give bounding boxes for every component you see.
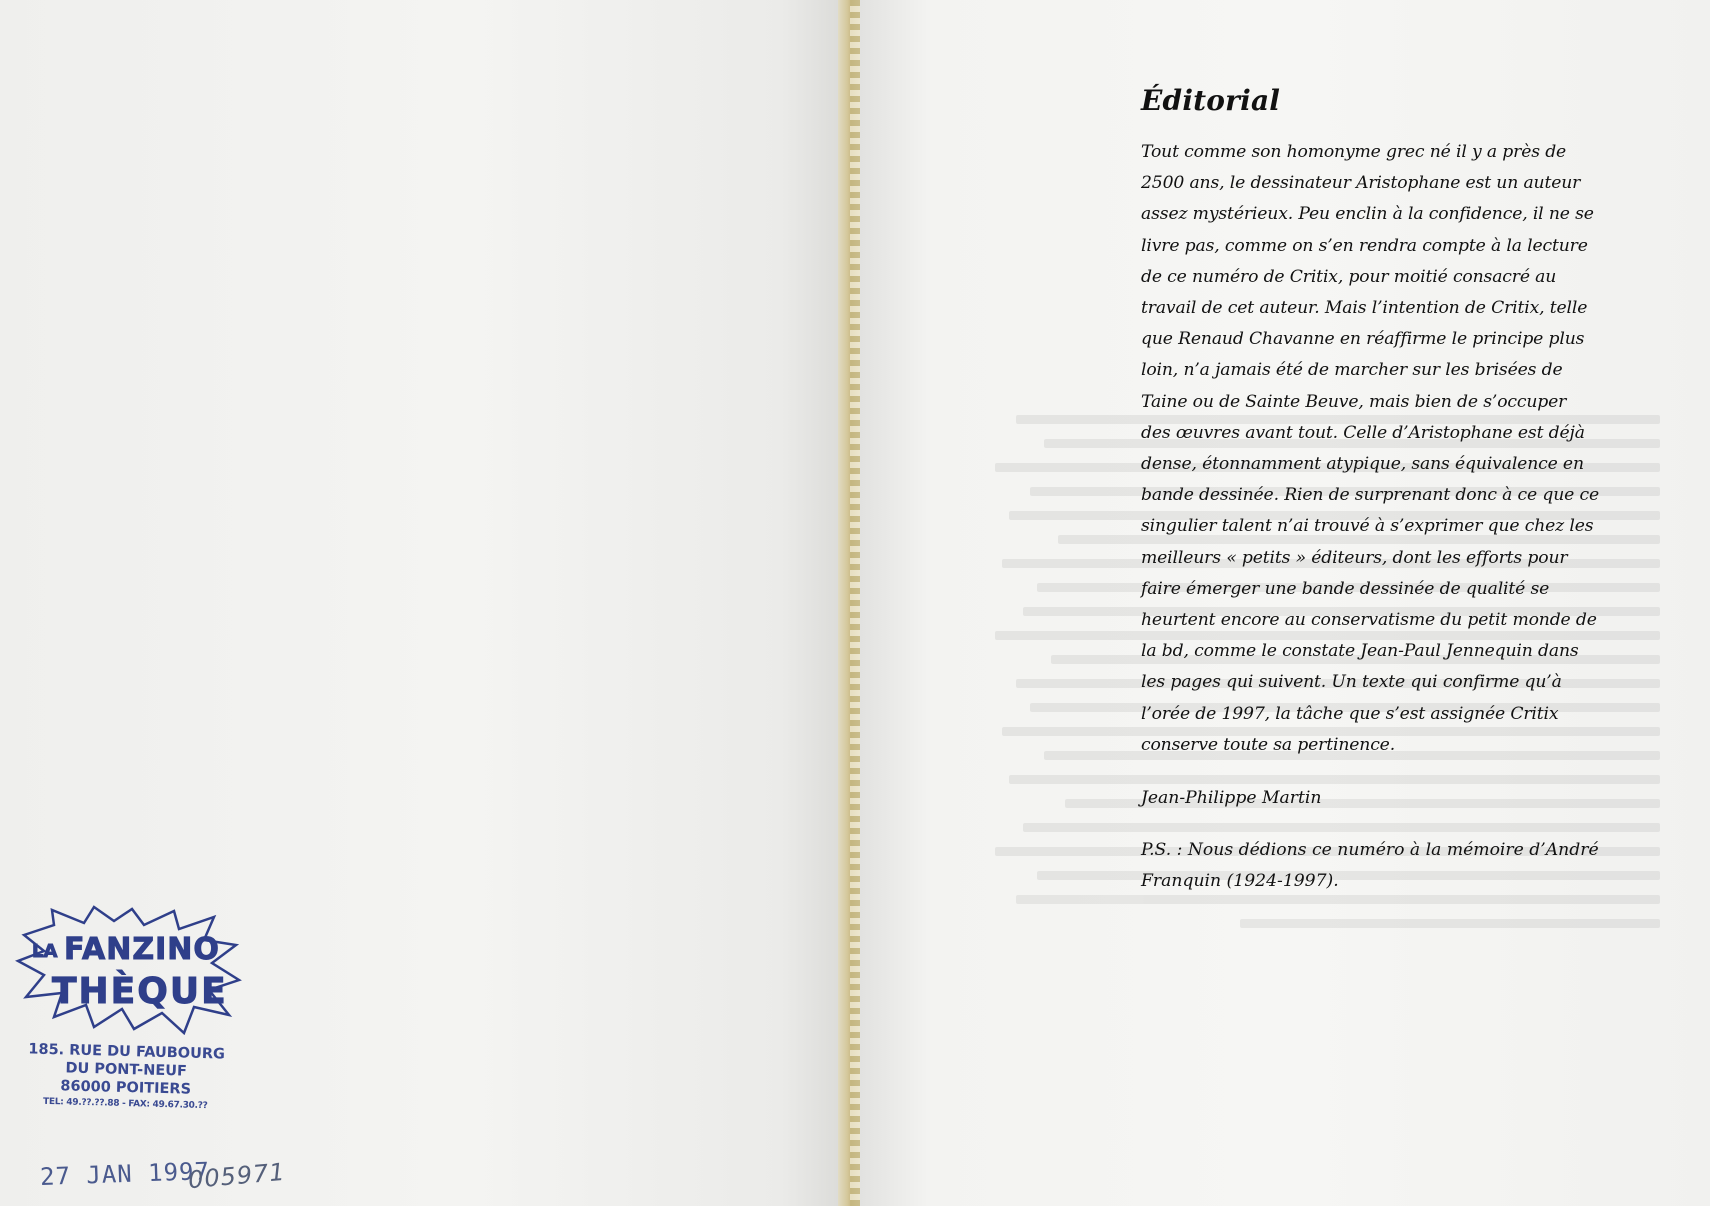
svg-text:FANZINO: FANZINO <box>64 932 220 967</box>
date-stamp: 27 JAN 1997 <box>39 1157 211 1191</box>
inventory-number: 005971 <box>186 1157 287 1195</box>
stamp-address <box>5 1040 247 1114</box>
svg-text:THÈQUE: THÈQUE <box>52 971 228 1012</box>
fanzinotheque-logo <box>14 905 244 1035</box>
stamp-address-line1: 185. RUE DU FAUBOURG <box>28 1041 226 1063</box>
editorial-title: Éditorial <box>1141 84 1281 117</box>
stamp-address-line3: 86000 POITIERS <box>60 1078 192 1098</box>
library-stamp <box>6 905 246 1115</box>
editorial-postscript: P.S. : Nous dédions ce numéro à la mémoire d’André Franquin (1924-1997). <box>1141 840 1599 892</box>
editorial-body: Tout comme son homonyme grec né il y a près de 2500 ans, le dessinateur Aristophane est un auteur assez mystérieux. Peu enclin à la confidence, il ne se livre pas, comme on s’en rendra compte à la lecture de ce numéro de Critix, pour moitié consacré au travail de cet auteur. Mais l’intention de Critix, telle que Renaud Chavanne en réaffirme le principe plus loin, n’a jamais été de marcher sur les brisées de Taine ou de Sainte Beuve, mais bien de s’occuper des œuvres avant tout. Celle d’Aristophane est déjà dense, étonnamment atypique, sans équivalence en bande dessinée. Rien de surprenant donc à ce que ce singulier talent n’ai trouvé à s’exprimer que chez les meilleurs « petits » éditeurs, dont les efforts pour faire émerger une bande dessinée de qualité se heurtent encore au conservatisme du petit monde de la bd, comme le constate Jean-Paul Jennequin dans les pages qui suivent. Un texte qui confirme qu’à l’orée de 1997, la tâche que s’est assignée Critix conserve toute sa pertinence. <box>1141 142 1599 755</box>
staple-edge <box>850 0 860 1206</box>
left-page <box>0 0 850 1206</box>
stamp-phone: TEL: 49.??.??.88 - FAX: 49.67.30.?? <box>42 1096 208 1112</box>
bleed-through-title <box>960 90 973 145</box>
stamp-address-line2: DU PONT-NEUF <box>65 1060 188 1080</box>
editorial-signature: Jean-Philippe Martin <box>1141 788 1322 809</box>
svg-text:LA: LA <box>32 941 58 962</box>
editorial-section <box>1141 84 1601 897</box>
